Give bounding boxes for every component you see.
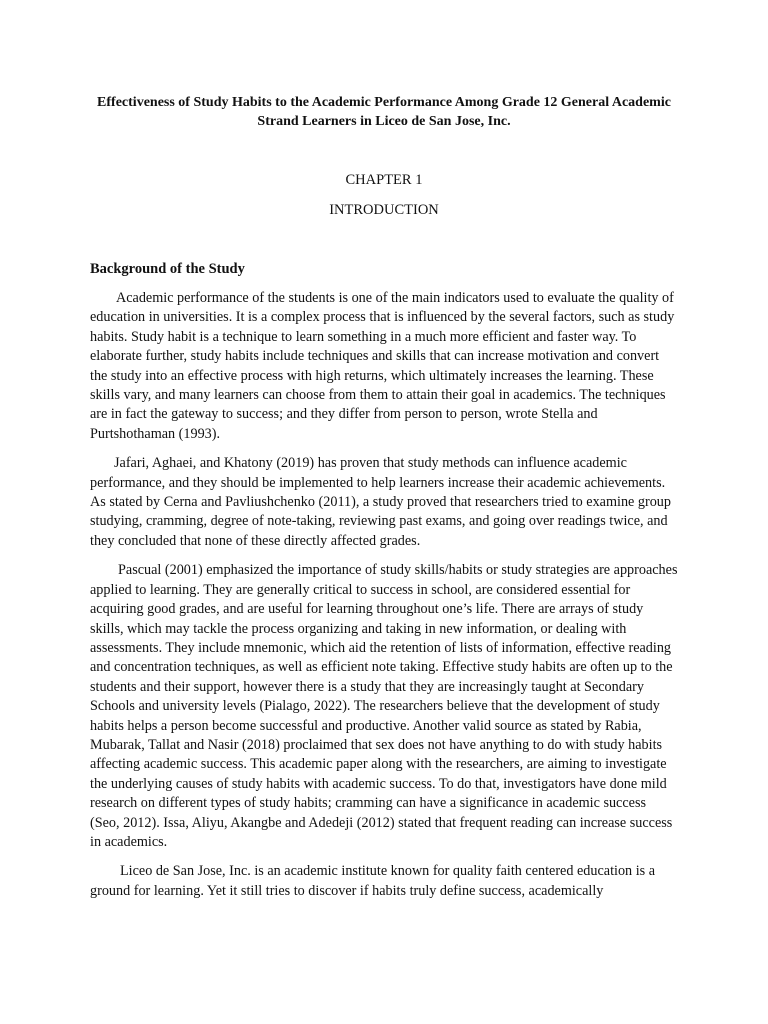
paragraph-study-methods: Jafari, Aghaei, and Khatony (2019) has proven that study methods can influence academic performance, and they should be implemented to help learners increase their academic achievements. As stated by Cerna and Pavliushchenko (2011), a study proved that researchers tried to examine group studying, cramming, degree of note-taking, reviewing past exams, and going over readings twice, and they concluded that none of these directly affected grades. [90,455,671,549]
document-title: Effectiveness of Study Habits to the Academic Performance Among Grade 12 General Academic Strand Learners in Liceo de San Jose, Inc. [97,95,671,129]
section-heading: Background of the Study [90,261,245,277]
paragraph-study-skills: Pascual (2001) emphasized the importance of study skills/habits or study strategies are approaches applied to learning. They are generally critical to success in school, are considered essential for acquiring good grades, and are useful for learning throughout one’s life. There are arrays of study skills, which may tackle the process organizing and taking in new information, or dealing with assessments. They include mnemonic, which aid the retention of lists of information, effective reading and concentration techniques, as well as efficient note taking. Effective study habits are often up to the students and their support, however there is a study that they are increasingly taught at Secondary Schools and university levels (Pialago, 2022). The researchers believe that the development of study habits helps a person become successful and productive. Another valid source as stated by Rabia, Mubarak, Tallat and Nasir (2018) proclaimed that sex does not have anything to do with study habits affecting academic success. This academic paper along with the researchers, are aiming to investigate the underlying causes of study habits with academic success. To do that, investigators have done mild research on different types of study habits; cramming can have a significance in academic success (Seo, 2012). Issa, Aliyu, Akangbe and Adedeji (2012) stated that frequent reading can increase success in academics. [90,562,678,850]
chapter-title: INTRODUCTION [329,202,439,218]
chapter-label: CHAPTER 1 [345,172,423,188]
paragraph-academic-performance: Academic performance of the students is one of the main indicators used to evaluate the quality of education in universities. It is a complex process that is influenced by the several factors, such as study habits. Study habit is a technique to learn something in a much more efficient and faster way. To elaborate further, study habits include techniques and skills that can increase motivation and convert the study into an effective process with high returns, which ultimately increases the learning. These skills vary, and many learners can choose from them to attain their goal in academics. The techniques are in fact the gateway to success; and they differ from person to person, wrote Stella and Purtshothaman (1993). [90,290,675,442]
paragraph-liceo-de-san-jose: Liceo de San Jose, Inc. is an academic institute known for quality faith centered education is a ground for learning. Yet it still tries to discover if habits truly define success, academically [90,863,656,899]
body-text [90,289,678,911]
